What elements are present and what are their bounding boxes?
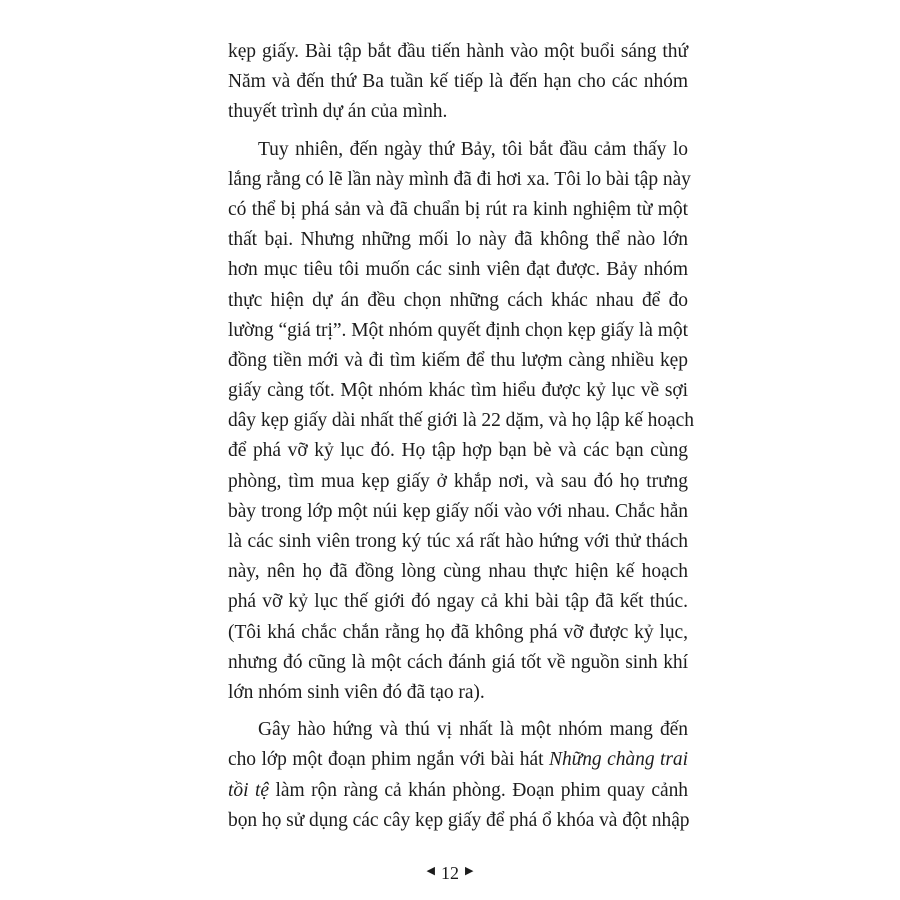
text-line: nhưng đó cũng là một cách đánh giá tốt về nguồn sinh khí [228,651,688,673]
page-footer [0,857,900,885]
text-line: Gây hào hứng và thú vị nhất là một nhóm mang đến [258,719,688,741]
song-title: tồi tệ [228,779,269,801]
text-line: bày trong lớp một núi kẹp giấy nối vào với nhau. Chắc hẳn [228,500,688,522]
text-line: Tuy nhiên, đến ngày thứ Bảy, tôi bắt đầu cảm thấy lo [258,138,688,160]
left-triangle-icon: ◀ [426,864,435,877]
text-line: bọn họ sử dụng các cây kẹp giấy để phá ổ khóa và đột nhập [228,809,690,831]
text-line: có thể bị phá sản và đã chuẩn bị rút ra kinh nghiệm từ một [228,198,688,220]
song-title: Những chàng trai [548,749,689,771]
text-line: này, nên họ đã đồng lòng cùng nhau thực hiện kế hoạch [228,561,688,583]
text-line: giấy càng tốt. Một nhóm khác tìm hiểu được kỷ lục về sợi [228,380,688,402]
text-line: để phá vỡ kỷ lục đó. Họ tập hợp bạn bè và các bạn cùng [228,440,688,462]
text-line [228,745,688,775]
paragraph [228,37,688,128]
text-segment: cho lớp một đoạn phim ngắn với bài hát [228,749,549,771]
text-line: là các sinh viên trong ký túc xá rất hào hứng với thử thách [228,531,688,552]
page-number: 12 [441,862,459,883]
paragraph [228,135,694,709]
text-line: dây kẹp giấy dài nhất thế giới là 22 dặm, và họ lập kế hoạch [228,410,694,432]
text-segment: làm rộn ràng cả khán phòng. Đoạn phim quay cảnh [275,779,689,801]
text-line: lường “giá trị”. Một nhóm quyết định chọn kẹp giấy là một [228,319,688,341]
text-line [228,776,688,806]
text-line: kẹp giấy. Bài tập bắt đầu tiến hành vào một buổi sáng thứ [228,41,688,62]
text-line: thuyết trình dự án của mình. [228,101,448,123]
text-line: lớn nhóm sinh viên đó đã tạo ra). [228,681,485,703]
text-line: thực hiện dự án đều chọn những cách khác nhau để đo [228,289,688,311]
text-line: thất bại. Nhưng những mối lo này đã không thể nào lớn [228,229,688,251]
paragraph [228,715,688,836]
body-text [228,37,694,836]
text-line: lắng rằng có lẽ lần này mình đã đi hơi xa. Tôi lo bài tập này [228,168,691,190]
text-line: Năm và đến thứ Ba tuần kế tiếp là đến hạn cho các nhóm [228,71,688,93]
text-line: phá vỡ kỷ lục thế giới đó ngay cả khi bài tập đã kết thúc. [228,591,688,613]
text-line: (Tôi khá chắc chắn rằng họ đã không phá vỡ được kỷ lục, [228,621,688,643]
text-line: đồng tiền mới và đi tìm kiếm để thu lượm càng nhiều kẹp [228,349,688,371]
text-line: phòng, tìm mua kẹp giấy ở khắp nơi, và sau đó họ trưng [228,470,688,492]
right-triangle-icon: ▶ [465,864,474,877]
text-line: hơn mục tiêu tôi muốn các sinh viên đạt được. Bảy nhóm [228,259,688,281]
